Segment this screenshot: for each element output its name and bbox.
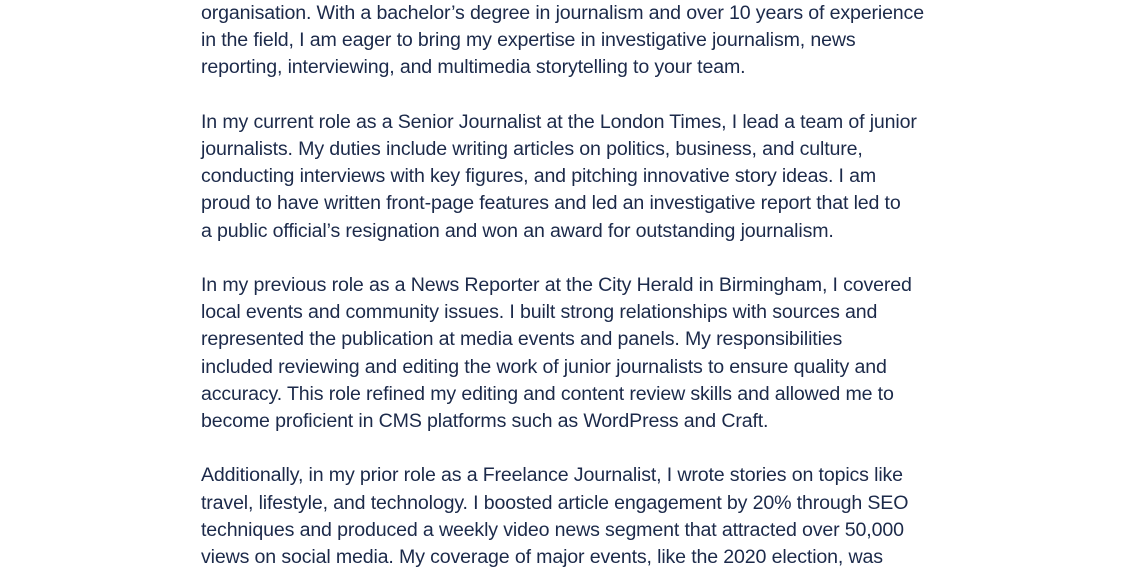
text-line: in the field, I am eager to bring my expertise in investigative journalism, news — [201, 29, 856, 52]
text-line: accuracy. This role refined my editing and content review skills and allowed me to — [201, 382, 894, 405]
paragraph-spacer — [201, 82, 961, 109]
text-line: journalists. My duties include writing articles on politics, business, and culture, — [201, 138, 863, 160]
text-line: proud to have written front-page features and led an investigative report that led to — [201, 192, 901, 215]
text-line: become proficient in CMS platforms such as WordPress and Craft. — [201, 410, 769, 433]
paragraph-freelance-role — [201, 462, 961, 571]
text-line: a public official’s resignation and won an award for outstanding journalism. — [201, 219, 834, 242]
text-line: In my previous role as a News Reporter at the City Herald in Birmingham, I covered — [201, 274, 912, 296]
text-line: travel, lifestyle, and technology. I boosted article engagement by 20% through SEO — [201, 491, 909, 514]
paragraph-previous-role — [201, 272, 961, 435]
text-line: represented the publication at media events and panels. My responsibilities — [201, 328, 843, 351]
text-line: reporting, interviewing, and multimedia storytelling to your team. — [201, 56, 746, 79]
text-line: local events and community issues. I built strong relationships with sources and — [201, 301, 878, 324]
text-line: techniques and produced a weekly video news segment that attracted over 50,000 — [201, 518, 904, 541]
text-line: organisation. With a bachelor’s degree in journalism and over 10 years of experience — [201, 2, 924, 24]
text-line: In my current role as a Senior Journalist at the London Times, I lead a team of junior — [201, 110, 917, 133]
paragraph-spacer — [201, 245, 961, 272]
cover-letter-body — [201, 0, 961, 571]
text-line: views on social media. My coverage of major events, like the 2020 election, was — [201, 546, 883, 569]
paragraph-introduction — [201, 0, 961, 82]
paragraph-current-role — [201, 109, 961, 245]
text-line: conducting interviews with key figures, and pitching innovative story ideas. I am — [201, 165, 877, 188]
paragraph-spacer — [201, 435, 961, 462]
text-line: Additionally, in my prior role as a Freelance Journalist, I wrote stories on topics like — [201, 464, 903, 487]
text-line: included reviewing and editing the work of junior journalists to ensure quality and — [201, 355, 887, 378]
